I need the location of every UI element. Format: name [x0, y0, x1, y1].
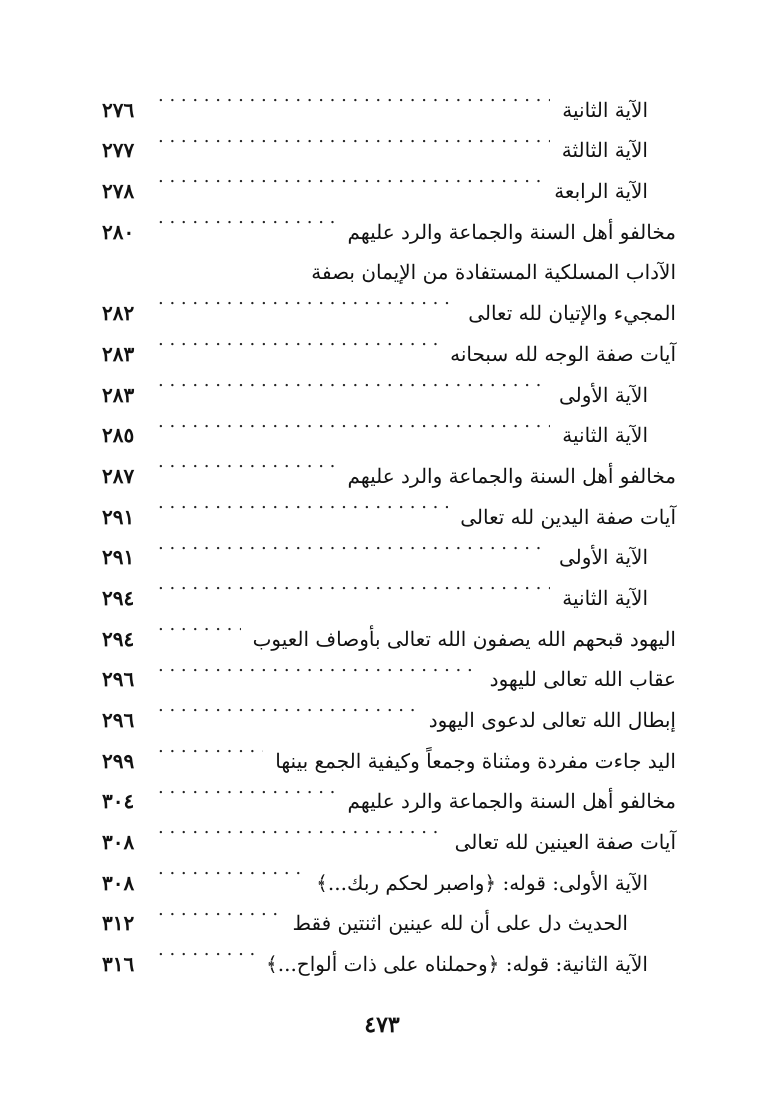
toc-entry-title: الآية الثانية [562, 97, 648, 122]
toc-entry-title: الآية الثانية: قوله: ﴿وحملناه على ذات ألواح...﴾ [266, 952, 648, 977]
toc-entry-page: ٢٩٤ [102, 626, 135, 651]
dot-leader [158, 117, 550, 158]
toc-entry-title: إبطال الله تعالى لدعوى اليهود [428, 708, 676, 732]
toc-entry-title: المجيء والإتيان لله تعالى [468, 301, 676, 326]
toc-entry-title: آيات صفة العينين لله تعالى [454, 830, 676, 855]
table-of-contents [102, 76, 676, 977]
toc-entry-page: ٢٨٣ [102, 382, 135, 407]
dot-leader [158, 483, 448, 524]
toc-entry-title: الآية الرابعة [554, 179, 648, 204]
toc-entry-page: ٢٩٦ [102, 667, 135, 692]
toc-entry-title: اليد جاءت مفردة ومثناة وجمعاً وكيفية الجمع بينها [275, 748, 676, 773]
dot-leader [158, 890, 281, 931]
toc-entry-page: ٢٨٥ [102, 423, 135, 448]
dot-leader [158, 279, 456, 320]
toc-entry-title: مخالفو أهل السنة والجماعة والرد عليهم [347, 219, 676, 244]
toc-entry-title: الآية الأولى: قوله: ﴿واصبر لحكم ربك...﴾ [316, 870, 648, 895]
toc-entry-title: اليهود قبحهم الله يصفون الله تعالى بأوصاف العيوب [252, 626, 676, 651]
dot-leader [158, 686, 417, 727]
toc-entry-page: ٣٠٨ [102, 870, 135, 895]
dot-leader [158, 849, 304, 890]
dot-leader [158, 320, 438, 361]
toc-entry-page: ٢٧٨ [102, 179, 135, 204]
dot-leader [158, 808, 443, 849]
toc-entry-title: آيات صفة الوجه لله سبحانه [450, 341, 676, 366]
dot-leader [158, 76, 550, 117]
toc-entry-page: ٢٩٩ [102, 748, 135, 773]
dot-leader [158, 524, 547, 565]
toc-entry-title: الآية الثانية [562, 423, 648, 448]
toc-entry-page: ٢٨٠ [102, 219, 135, 244]
dot-leader [158, 727, 263, 768]
toc-entry [102, 76, 676, 122]
toc-entry-page: ٢٩١ [102, 545, 135, 570]
toc-entry-title: الآية الثالثة [561, 138, 648, 163]
toc-entry-title: عقاب الله تعالى لليهود [489, 667, 676, 692]
page-number: ٤٧٣ [364, 1012, 400, 1038]
toc-entry-page: ٣١٦ [102, 952, 135, 977]
toc-entry-title: الآية الثانية [562, 585, 648, 610]
toc-entry-title: الآداب المسلكية المستفادة من الإيمان بصفة [311, 260, 676, 285]
toc-entry-title: مخالفو أهل السنة والجماعة والرد عليهم [347, 463, 676, 488]
dot-leader [158, 361, 547, 402]
toc-entry-title: الحديث دل على أن لله عينين اثنتين فقط [292, 911, 628, 936]
toc-entry-page: ٣٠٤ [102, 789, 135, 814]
dot-leader [158, 402, 550, 443]
dot-leader [158, 198, 336, 239]
toc-entry-page: ٢٩١ [102, 504, 135, 529]
dot-leader [158, 930, 254, 971]
dot-leader [158, 564, 550, 605]
toc-entry-page: ٢٧٦ [102, 97, 135, 122]
toc-entry-title: آيات صفة اليدين لله تعالى [460, 504, 676, 529]
toc-entry-title: الآية الأولى [559, 545, 648, 570]
toc-entry-page: ٢٨٢ [102, 301, 135, 326]
toc-entry-page: ٣١٢ [102, 911, 135, 936]
dot-leader [158, 157, 542, 198]
toc-entry-page: ٢٨٣ [102, 341, 135, 366]
toc-entry-page: ٢٨٧ [102, 463, 135, 488]
dot-leader [158, 646, 478, 687]
dot-leader [158, 442, 336, 483]
toc-entry-page: ٢٩٦ [102, 708, 135, 732]
toc-entry-page: ٢٩٤ [102, 585, 135, 610]
dot-leader [158, 605, 241, 646]
toc-entry-page: ٢٧٧ [102, 138, 135, 163]
dot-leader [158, 768, 336, 809]
toc-entry-title: الآية الأولى [559, 382, 648, 407]
toc-entry-title: مخالفو أهل السنة والجماعة والرد عليهم [347, 789, 676, 814]
toc-entry-page: ٣٠٨ [102, 830, 135, 855]
